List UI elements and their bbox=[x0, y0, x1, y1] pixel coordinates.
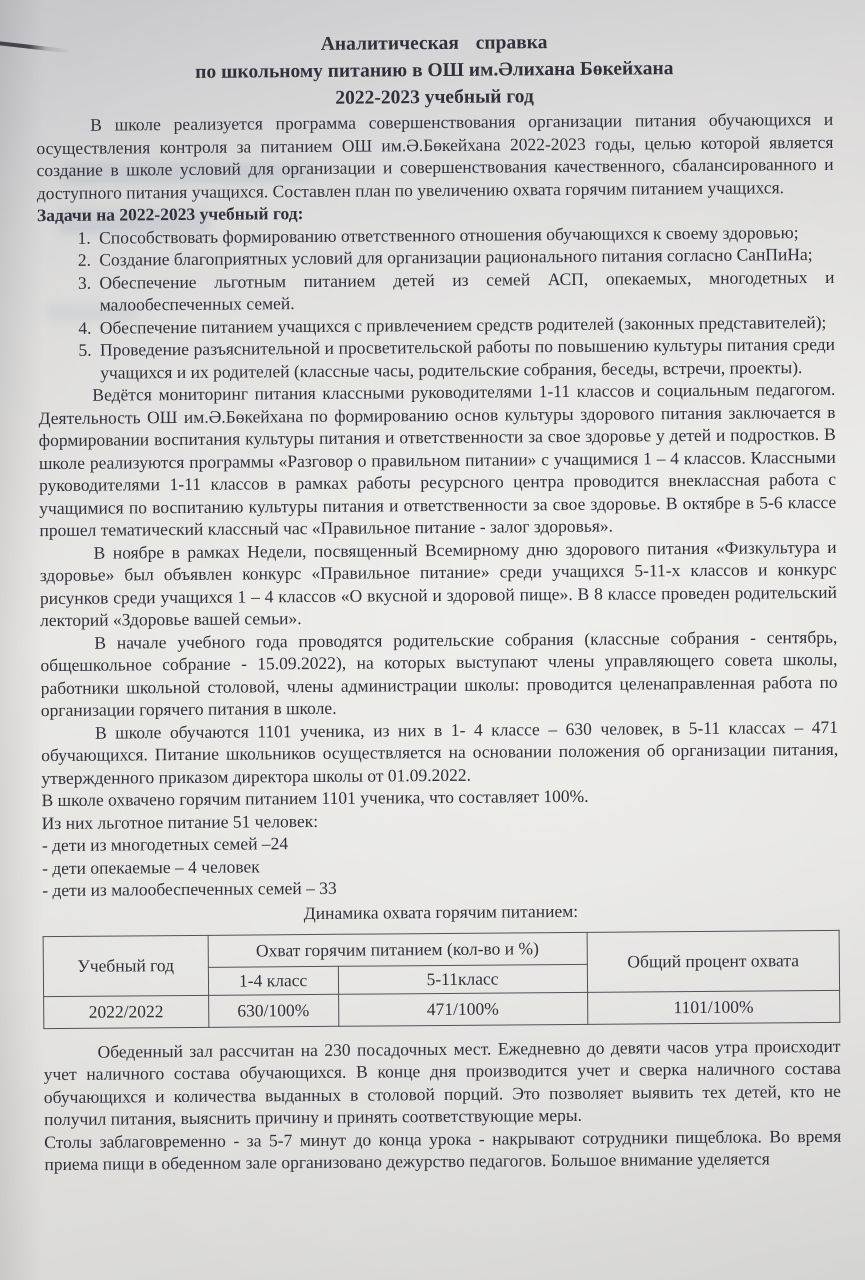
task-item-3: 3. Обеспечение льготным питанием детей из семей АСП, опекаемых, многодетных и малообеспеченных семей. bbox=[95, 265, 834, 316]
task-item-2: 2. Создание благоприятных условий для организации рационального питания согласно СанПиНа; bbox=[95, 243, 834, 271]
paragraph-table-setting: Столы заблаговременно - за 5-7 минут до конца урока - накрывают сотрудники пищеблока. Во время приема пищи в обеденном зале организовано дежурство педагогов. Большое внимание уделяется bbox=[44, 1125, 842, 1175]
intro-paragraph: В школе реализуется программа совершенствования организации питания обучающихся и осуществления контроля за питанием ОШ им.Ә.Бөкейхана 2022-2023 годы, целью которой является создание в школе условий для организации и совершенствования качественного, сбалансированного и доступного питания учащихся. Составлен план по увеличению охвата горячим питанием учащихся. bbox=[36, 108, 834, 203]
paragraph-parent-meetings: В начале учебного года проводятся родительские собрания (классные собрания - сентябрь, общешкольное собрание - 15.09.2022), на которых выступают члены управляющего совета школы, работники школьной столовой, члены администрации школы: проводится целенаправленная работа по организации горячего питания в школе. bbox=[40, 626, 838, 721]
cell-coverage-1-4: 630/100% bbox=[208, 994, 338, 1027]
table-caption: Динамика охвата горячим питанием: bbox=[303, 900, 579, 923]
cell-coverage-total: 1101/100% bbox=[587, 990, 840, 1024]
table-header-row-1 bbox=[43, 930, 839, 968]
document-title-line-3: 2022-2023 учебный год bbox=[335, 86, 534, 109]
benefit-item-low-income: - дети из малообеспеченных семей – 33 bbox=[42, 877, 337, 901]
paragraph-november-events: В ноябре в рамках Недели, посвященный Всемирному дню здорового питания «Физкультура и здоровье» был объявлен конкурс «Правильное питание» среди учащихся 5-11-х классов и конкурс рисунков среди учащихся 1 – 4 классов «О вкусной и здоровой пище». В 8 классе проведен родительский лекторий «Здоровье вашей семьи». bbox=[39, 536, 838, 631]
benefit-total-line: Из них льготное питание 51 человек: bbox=[41, 810, 319, 833]
paragraph-dining-hall: Обеденный зал рассчитан на 230 посадочных мест. Ежедневно до девяти часов утра происходит учет наличного состава обучающихся. В конце дня производится учет и сверка наличного состава обучающихся и количества выданных в столовой порций. Это позволяет выявить тех детей, кто не получил питания, выяснить причину и принять соответствующие меры. bbox=[43, 1035, 841, 1130]
table-header-coverage-group: Охват горячим питанием (кол-во и %) bbox=[208, 932, 587, 967]
benefit-item-large-families: - дети из многодетных семей –24 bbox=[41, 833, 289, 856]
cell-coverage-5-11: 471/100% bbox=[338, 992, 587, 1026]
cell-school-year: 2022/2022 bbox=[44, 995, 209, 1028]
document-title-line-1: Аналитическая справка bbox=[320, 32, 548, 55]
nutrition-coverage-table bbox=[43, 930, 841, 1029]
table-header-grades-5-11: 5-11класс bbox=[338, 964, 587, 993]
table-data-row bbox=[44, 990, 840, 1028]
table-header-total: Общий процент охвата bbox=[587, 930, 840, 991]
paragraph-student-counts: В школе обучаются 1101 ученика, из них в 1- 4 классе – 630 человек, в 5-11 классах – 471 обучающихся. Питание школьников осуществляется на основании положения об организации питания, утвержденного приказом директора школы от 01.09.2022. bbox=[41, 716, 839, 788]
table-header-year: Учебный год bbox=[43, 935, 208, 996]
benefit-item-guardianship: - дети опекаемые – 4 человек bbox=[42, 855, 260, 878]
document-page bbox=[36, 27, 842, 1176]
tasks-heading: Задачи на 2022-2023 учебный год: bbox=[36, 203, 304, 226]
table-header-grades-1-4: 1-4 класс bbox=[208, 966, 338, 995]
document-title-line-2: по школьному питанию в ОШ им.Әлихана Бөкейхана bbox=[195, 58, 674, 83]
task-item-1: 1. Способствовать формированию ответственного отношения обучающихся к своему здоровью; bbox=[95, 220, 834, 248]
tasks-list bbox=[37, 220, 835, 384]
coverage-line: В школе охвачено горячим питанием 1101 ученика, что составляет 100%. bbox=[41, 785, 589, 811]
paragraph-monitoring: Ведётся мониторинг питания классными руководителями 1-11 классов и социальным педагогом. Деятельность ОШ им.Ә.Бөкейхана по формированию основ культуры здорового питания заключается в формировании воспитания культуры питания и ответственности за свое здоровье у детей и подростков. В школе реализуются программы «Разговор о правильном питании» с учащимися 1 – 4 классов. Классными руководителями 1-11 классов в рамках работы ресурсного центра проводится внеклассная работа с учащимися по воспитанию культуры питания и ответственности за свое здоровье. В октябре в 5-6 классе прошел тематический классный час «Правильное питание - залог здоровья». bbox=[38, 378, 837, 541]
task-item-4: 4. Обеспечение питанием учащихся с привлечением средств родителей (законных представителей); bbox=[96, 310, 835, 338]
task-item-5: 5. Проведение разъяснительной и просветительской работы по повышению культуры питания среди учащихся и их родителей (классные часы, родительские собрания, беседы, встречи, проекты). bbox=[96, 333, 835, 384]
